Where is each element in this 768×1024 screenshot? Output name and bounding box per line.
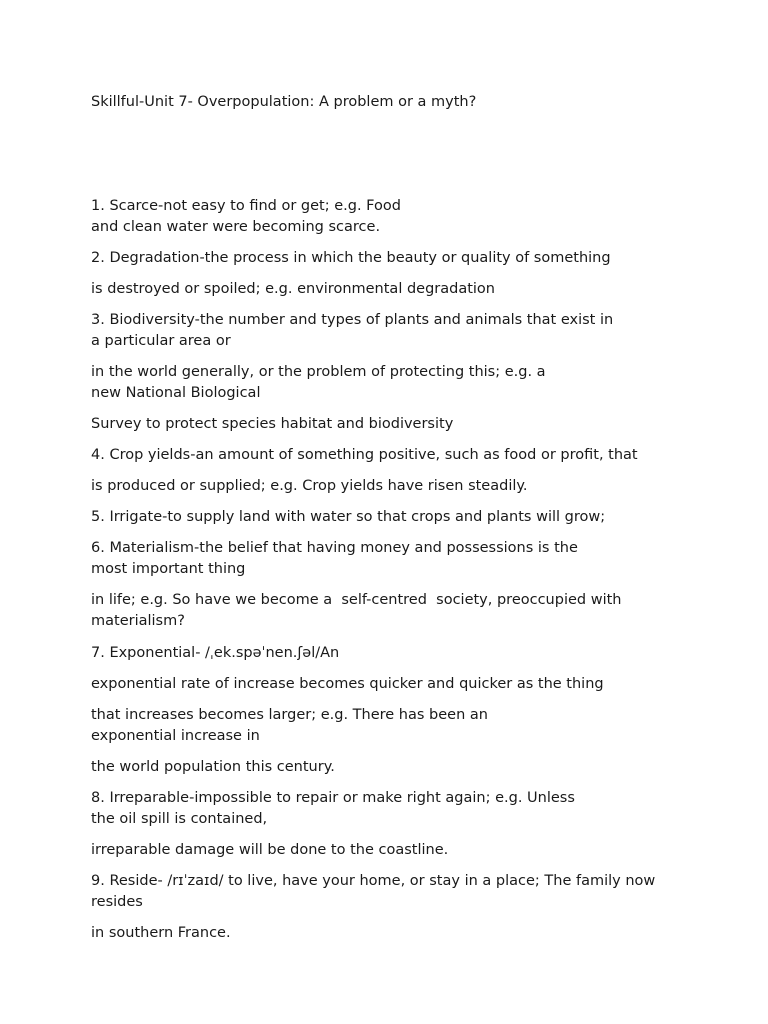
text-line: most important thing [91, 561, 246, 577]
text-line: 2. Degradation-the process in which the beauty or quality of something [91, 250, 611, 266]
text-line: materialism? [91, 613, 185, 629]
text-line: 3. Biodiversity-the number and types of plants and animals that exist in [91, 312, 614, 328]
text-line: irreparable damage will be done to the coastline. [91, 842, 449, 858]
text-line: exponential increase in [91, 728, 260, 744]
text-line: that increases becomes larger; e.g. There has been an [91, 707, 488, 723]
text-line: 6. Materialism-the belief that having money and possessions is the [91, 540, 578, 556]
text-line: 9. Reside- /rɪˈzaɪd/ to live, have your home, or stay in a place; The family now [91, 873, 656, 889]
text-line: the oil spill is contained, [91, 811, 268, 827]
text-line: is destroyed or spoiled; e.g. environmental degradation [91, 281, 495, 297]
text-line: resides [91, 894, 143, 910]
text-line: 8. Irreparable-impossible to repair or make right again; e.g. Unless [91, 790, 575, 806]
text-line: 7. Exponential- /ˌek.spəˈnen.ʃəl/An [91, 645, 340, 661]
vocab-paragraph-9-cont [91, 881, 231, 944]
text-line: the world population this century. [91, 759, 335, 775]
text-line: in southern France. [91, 925, 231, 941]
text-line: new National Biological [91, 385, 261, 401]
text-line: a particular area or [91, 333, 231, 349]
text-line: Survey to protect species habitat and biodiversity [91, 416, 454, 432]
document-title: Skillful-Unit 7- Overpopulation: A problem or a myth? [91, 94, 477, 110]
text-line: 1. Scarce-not easy to find or get; e.g. Food [91, 198, 401, 214]
text-line: exponential rate of increase becomes quicker and quicker as the thing [91, 676, 604, 692]
text-line: in life; e.g. So have we become a self-centred society, preoccupied with [91, 592, 622, 608]
text-line: is produced or supplied; e.g. Crop yields have risen steadily. [91, 478, 528, 494]
text-line: 5. Irrigate-to supply land with water so that crops and plants will grow; [91, 509, 606, 525]
text-line: in the world generally, or the problem of protecting this; e.g. a [91, 364, 546, 380]
text-line: and clean water were becoming scarce. [91, 219, 381, 235]
text-line: 4. Crop yields-an amount of something positive, such as food or profit, that [91, 447, 638, 463]
